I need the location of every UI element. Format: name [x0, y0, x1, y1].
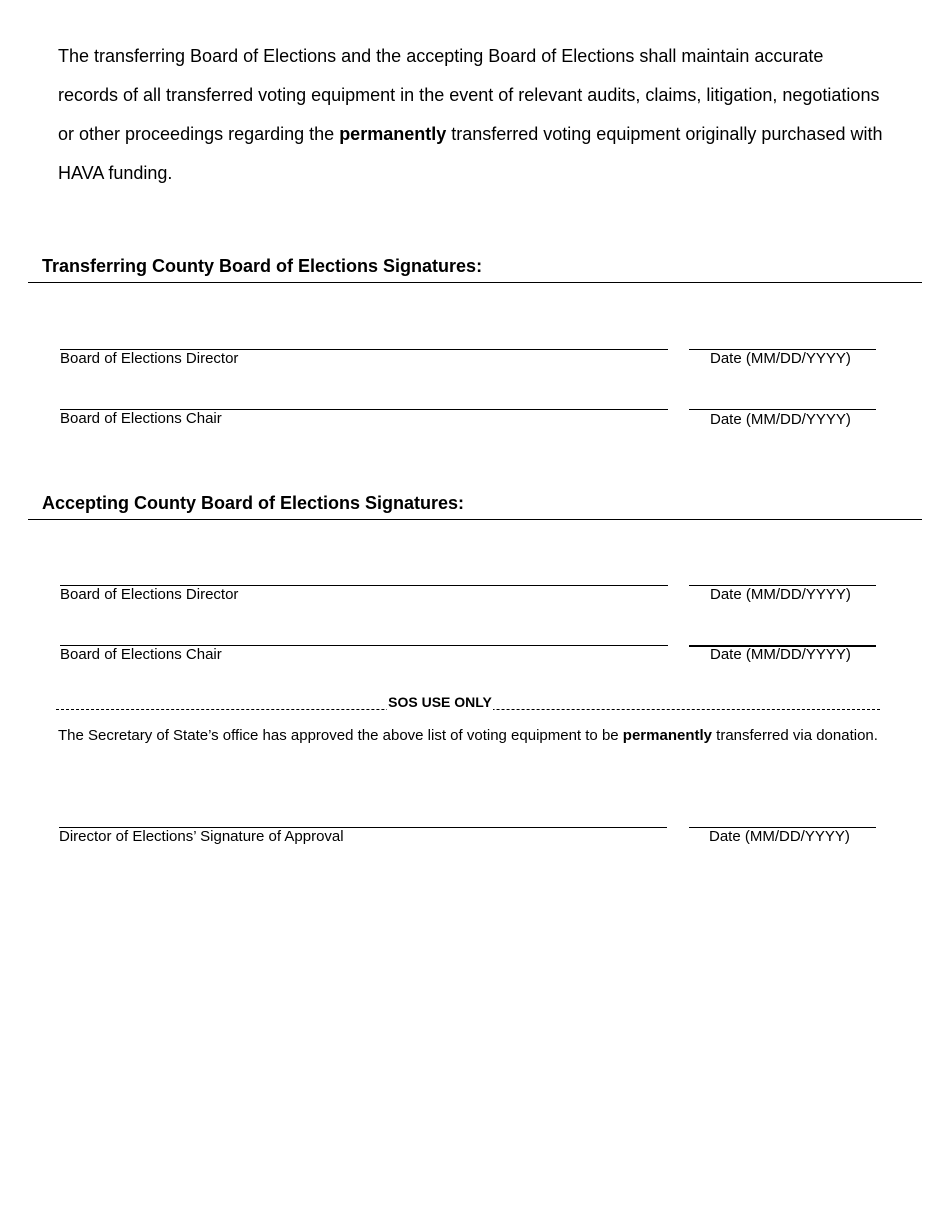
- intro-text-part1: The transferring Board of Elections and the accepting Board of Elections shall maintain accurate records of all transferred voting equipment in the event of relevant audits, claims, litigation, negotiations or other proceedings regarding the: [58, 46, 880, 144]
- intro-paragraph: [58, 37, 888, 193]
- sos-text-emphasis: permanently: [622, 727, 712, 744]
- sos-approval-date-label: Date (MM/DD/YYYY): [709, 828, 850, 845]
- sos-approval-text: [58, 727, 888, 745]
- transferring-director-date-label: Date (MM/DD/YYYY): [710, 350, 851, 367]
- accepting-chair-label: Board of Elections Chair: [60, 646, 222, 663]
- sos-use-only-title: SOS USE ONLY: [388, 694, 492, 710]
- transferring-chair-label: Board of Elections Chair: [60, 410, 222, 427]
- sos-approval-label: Director of Elections’ Signature of Approval: [59, 828, 344, 845]
- accepting-section-title: Accepting County Board of Elections Signatures:: [42, 493, 465, 513]
- transferring-director-label: Board of Elections Director: [60, 350, 239, 367]
- transferring-chair-date-line[interactable]: [689, 409, 876, 410]
- accepting-section-divider: [28, 519, 922, 520]
- intro-text-part2: transferred voting equipment originally purchased with HAVA funding.: [58, 124, 883, 183]
- sos-text-part2: transferred via donation.: [712, 727, 878, 744]
- sos-text-part1: The Secretary of State’s office has approved the above list of voting equipment to be: [58, 727, 623, 744]
- transferring-section-divider: [28, 282, 922, 283]
- accepting-director-label: Board of Elections Director: [60, 586, 239, 603]
- accepting-director-date-label: Date (MM/DD/YYYY): [710, 586, 851, 603]
- intro-emphasis: permanently: [339, 124, 447, 144]
- transferring-section-title: Transferring County Board of Elections Signatures:: [42, 256, 483, 276]
- sos-use-only-heading: [0, 694, 880, 710]
- transferring-chair-date-label: Date (MM/DD/YYYY): [710, 411, 851, 428]
- accepting-chair-date-label: Date (MM/DD/YYYY): [710, 646, 851, 663]
